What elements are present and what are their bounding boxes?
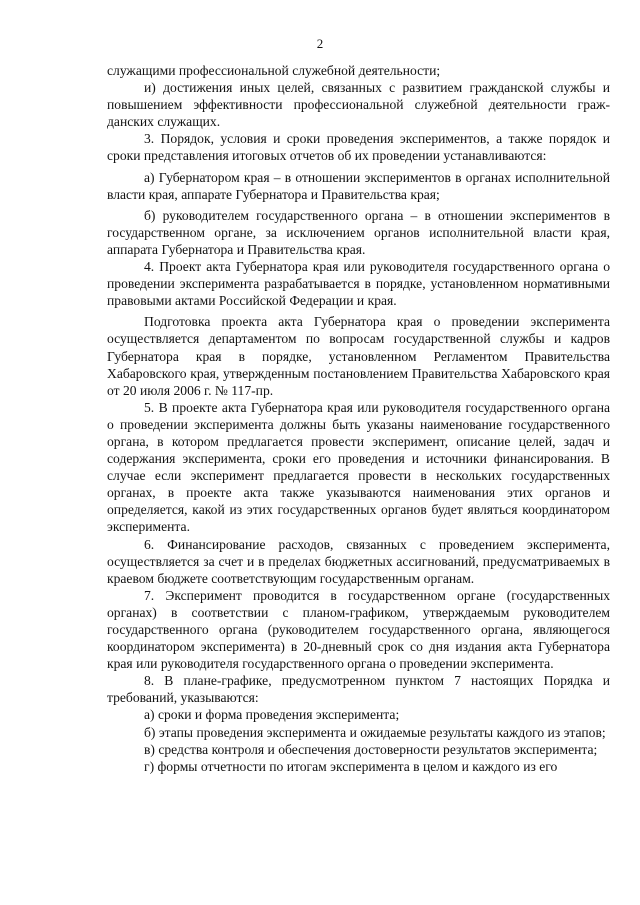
paragraph-item-a: а) Губернатором края – в отношении экспериментов в органах исполнительной власти края, аппарате Губернатора и Правительства края; xyxy=(107,169,610,202)
paragraph-section-5: 5. В проекте акта Губернатора края или руководителя государственного органа о проведении эксперимента должны быть указаны наименование государственного органа, в котором предлагается провести эксперимент, описание целей, задач и содержания эксперимента, сроки его проведения и источники финансирования. В случае если эксперимент предлагается провести в нескольких государственных органах, в проекте акта также указываются наименования этих органов и определяется, какой из этих государственных органов будет являться координатором эксперимента. xyxy=(107,399,610,535)
page-number: 2 xyxy=(316,36,324,51)
paragraph-section-7: 7. Эксперимент проводится в государственном органе (государственных органах) в соответствии с планом-графиком, утверждаемым руководителем государственного органа (руководителем государственного органа, являющегося координатором эксперимента) в 20-дневный срок со дня издания акта Губернатора края или руководителя государственного органа о проведении эксперимента. xyxy=(107,587,610,672)
paragraph-section-8-item-a: а) сроки и форма проведения эксперимента; xyxy=(144,707,400,723)
paragraph-section-4: 4. Проект акта Губернатора края или руководителя государственного органа о проведении эксперимента разрабатывается в порядке, установленном нормативными правовыми актами Российской Федерации и края. xyxy=(107,259,610,309)
paragraph-item-i: и) достижения иных целей, связанных с развитием гражданской службы и повышением эффективности профессиональной служебной деятельности гражданских служащих. xyxy=(107,80,610,130)
document-body xyxy=(107,62,610,775)
paragraph-section-8-item-v: в) средства контроля и обеспечения достоверности результатов эксперимента; xyxy=(144,741,598,757)
paragraph-section-8: 8. В плане-графике, предусмотренном пунктом 7 настоящих Порядка и требований, указываются: xyxy=(107,673,610,706)
paragraph-section-4-preparation: Подготовка проекта акта Губернатора края о проведении эксперимента осуществляется департаментом по вопросам государственной службы и кадров Губернатора края в порядке, установленном Регламентом Правительства Хабаровского края, утвержденным постановлением Правительства Хабаровского края от 20 июля 2006 г. № 117-пр. xyxy=(107,314,610,398)
paragraph-section-8-item-b: б) этапы проведения эксперимента и ожидаемые результаты каждого из этапов; xyxy=(144,724,606,740)
paragraph-section-8-item-g: г) формы отчетности по итогам эксперимента в целом и каждого из его xyxy=(144,758,558,774)
paragraph-section-6: 6. Финансирование расходов, связанных с проведением эксперимента, осуществляется за счет и в пределах бюджетных ассигнований, предусматриваемых в краевом бюджете соответствующим государственным органам. xyxy=(107,536,610,586)
paragraph-continuation: служащими профессиональной служебной деятельности; xyxy=(107,63,441,78)
paragraph-section-3: 3. Порядок, условия и сроки проведения экспериментов, а также порядок и сроки представления итоговых отчетов об их проведении устанавливаются: xyxy=(107,131,610,164)
paragraph-item-b: б) руководителем государственного органа – в отношении экспериментов в государственном органе, за исключением органов исполнительной власти края, аппарата Губернатора и Правительства края. xyxy=(107,207,610,257)
